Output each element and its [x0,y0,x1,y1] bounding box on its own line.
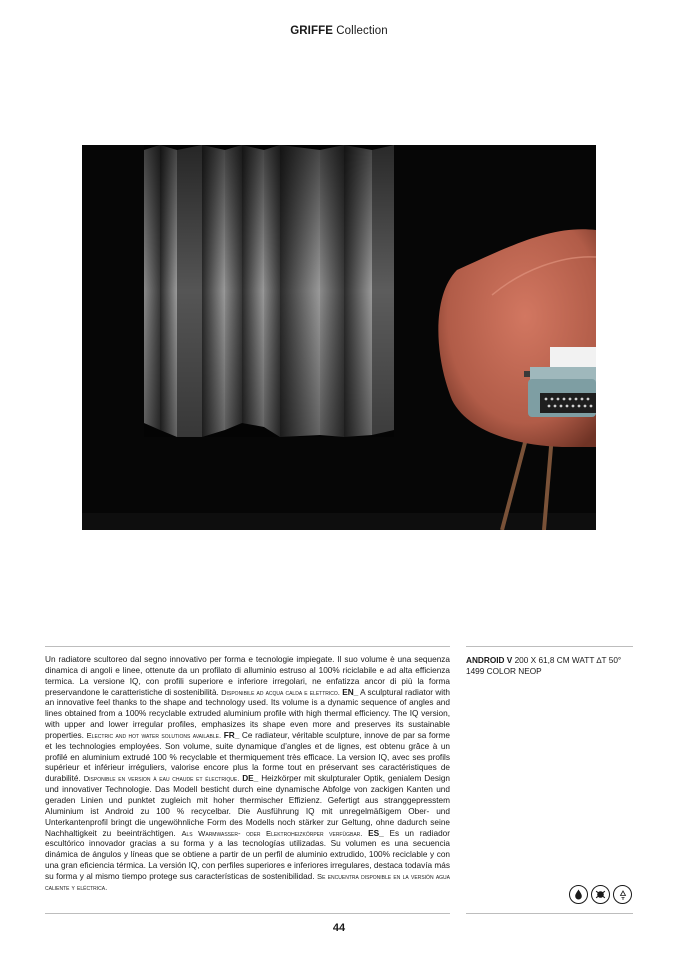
note-fr: Disponible en version à eau chaude et électrique. [83,774,240,784]
spec-bottom-rule [466,913,633,914]
label-de: DE_ [239,774,259,784]
text-bottom-rule [45,913,450,914]
spec-top-rule [466,646,633,647]
note-it: Disponibile ad acqua calda e elettrico. [221,687,340,697]
spec-block [466,655,636,677]
note-en: Electric and hot water solutions available. [86,730,222,740]
product-photo [82,145,596,530]
water-drop-icon [569,885,588,904]
brand-name: GRIFFE [290,25,333,37]
text-en: A sculptural radiator with an innovative feel thanks to the shape and technology used. Its volume is a dynamic sequence of angles and lines obtained from a 100% recyclable extruded aluminium profile with high thermal efficiency. The IQ version, with upper and lower irregular profiles, emphasizes its shape even more and preserves its sustainable properties. [45,687,451,740]
note-es: Se encuentra disponible en la versión agua caliente y eléctrica. [45,871,451,892]
model-color-line: 1499 COLOR NEOP [466,667,542,676]
recycle-icon [613,885,632,904]
electric-icon [591,885,610,904]
note-de: Als Warmwasser- oder Elektroheizkörper verfügbar. [181,828,363,838]
text-de: Heizkörper mit skulpturaler Optik, genialem Design und innovativer Technologie. Das Modell besticht durch eine dynamische Abfolge von zackigen Kanten und geraden Linien und punktet zugleich mit hoher thermischer Effizienz. Gefertigt aus stranggepresstem Aluminium ist Android zu 100 % recycelbar. Die Ausführung IQ mit unregelmäßigem Ober- und Unterkantenprofil bringt die ungewöhnliche Form des Modells noch stärker zur Geltung, ohne dadurch seine Nachhaltigkeit zu beeinträchtigen. [45,774,450,838]
label-es: ES_ [362,828,384,838]
text-it: Un radiatore scultoreo dal segno innovativo per forma e tecnologie impiegate. Il suo volume è una sequenza dinamica di angoli e linee, ottenute da un profilato di alluminio estruso al 100% riciclabile e ad alta efficienza termica. La versione IQ, con profili superiore e inferiore irregolari, ne enfatizza ancor di più la forma preservandone le caratteristiche di sostenibilità. [45,655,450,697]
text-fr: Ce radiateur, véritable sculpture, innove de par sa forme et les technologies employées. Son volume, suite dynamique d’angles et de lignes, est obtenu grâce à un profilé en aluminium extrudé 100 % recyclable et thermiquement très efficace. La version IQ, avec ses profils supérieur et inférieur irréguliers, valorise encore plus la forme tout en préservant ses caractéristiques de durabilité. [45,730,450,784]
feature-icons [569,885,632,907]
collection-label: Collection [336,25,388,37]
label-fr: FR_ [221,730,240,740]
model-name: ANDROID V [466,656,513,665]
label-en: EN_ [339,687,359,697]
description-text [45,655,450,894]
model-dims: 200 X 61,8 CM WATT ∆T 50° [512,656,622,665]
page-number: 44 [332,922,346,934]
page-header [0,25,678,37]
text-top-rule [45,646,450,647]
radiator-fins [144,145,394,437]
text-es: Es un radiador escultórico innovador gracias a su forma y a las tecnologías utilizadas. Su volumen es una secuencia dinámica de ángulos y líneas que se obtiene a partir de un perfil de aluminio extrudido, 100% reciclable y con una gran eficiencia térmica. La versión IQ, con perfiles superiores e inferiores irregulares, destaca todavía más su forma y al mismo tiempo protege sus características de sostenibilidad. [45,828,450,881]
